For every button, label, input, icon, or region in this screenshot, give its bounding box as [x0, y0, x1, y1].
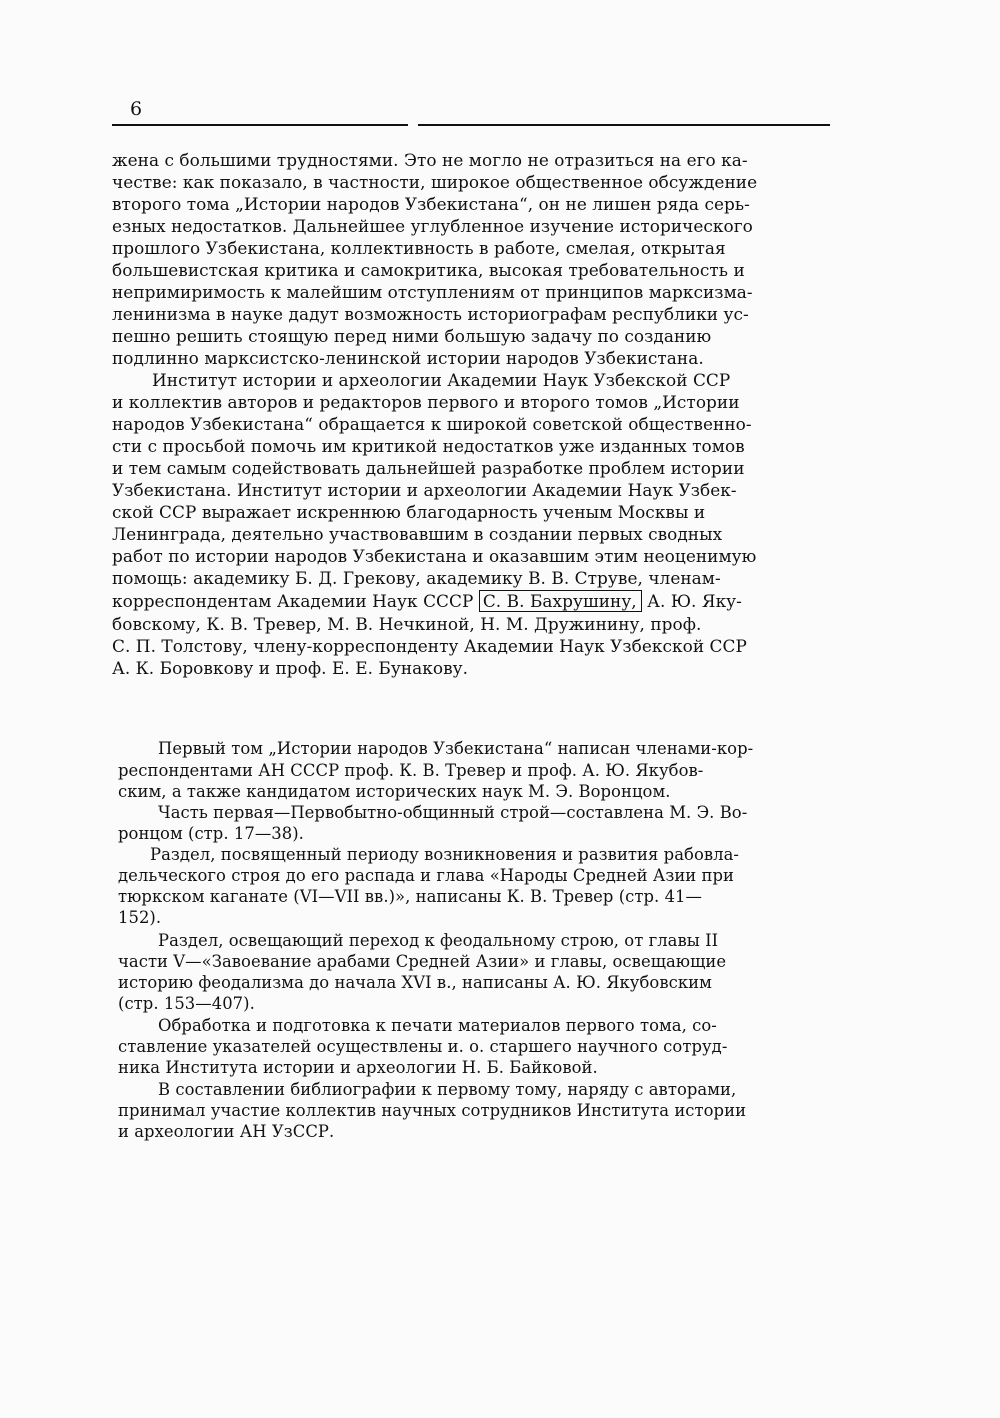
text-line: непримиримость к малейшим отступлениям от принципов марксизма-: [112, 282, 753, 302]
credit-line: Первый том „Истории народов Узбекистана“ написан членами-кор-: [158, 739, 754, 758]
credit-line: историю феодализма до начала XVI в., написаны А. Ю. Якубовским: [118, 973, 712, 992]
credit-line: (стр. 153—407).: [118, 994, 255, 1013]
text-line: сти с просьбой помочь им критикой недостатков уже изданных томов: [112, 436, 745, 456]
credit-line: Обработка и подготовка к печати материалов первого тома, со-: [158, 1016, 717, 1035]
text-line: пешно решить стоящую перед ними большую задачу по созданию: [112, 326, 712, 346]
page-number: 6: [130, 98, 143, 120]
text-line: честве: как показало, в частности, широкое общественное обсуждение: [112, 172, 758, 192]
text-line: большевистская критика и самокритика, высокая требовательность и: [112, 260, 745, 280]
text-line: С. П. Толстову, члену-корреспонденту Академии Наук Узбекской ССР: [112, 636, 747, 656]
credit-line: и археологии АН УзССР.: [118, 1122, 335, 1141]
credit-line: Раздел, посвященный периоду возникновения и развития рабовла-: [150, 845, 740, 864]
text-line: работ по истории народов Узбекистана и оказавшим этим неоценимую: [112, 546, 757, 566]
text-line: второго тома „Истории народов Узбекистана“, он не лишен ряда серь-: [112, 194, 750, 214]
text-line: подлинно марксистско-ленинской истории народов Узбекистана.: [112, 348, 704, 368]
text-line: и коллектив авторов и редакторов первого и второго томов „Истории: [112, 392, 740, 412]
text-line-boxed: [112, 591, 742, 612]
text-line: прошлого Узбекистана, коллективность в работе, смелая, открытая: [112, 238, 726, 258]
credit-line: ронцом (стр. 17—38).: [118, 824, 304, 843]
credit-line: ским, а также кандидатом исторических наук М. Э. Воронцом.: [118, 782, 671, 801]
text-line: Ленинграда, деятельно участвовавшим в создании первых сводных: [112, 524, 723, 544]
text-line: ленинизма в науке дадут возможность историографам республики ус-: [112, 304, 749, 324]
text-line: Узбекистана. Институт истории и археологии Академии Наук Узбек-: [112, 480, 737, 500]
credit-line: принимал участие коллектив научных сотрудников Института истории: [118, 1101, 747, 1120]
text-line: А. К. Боровкову и проф. Е. Е. Бунакову.: [112, 658, 469, 678]
text-line: езных недостатков. Дальнейшее углубленное изучение исторического: [112, 216, 753, 236]
credit-line: В составлении библиографии к первому тому, наряду с авторами,: [158, 1080, 737, 1099]
page-header: [112, 98, 830, 128]
boxed-name: С. В. Бахрушину,: [479, 590, 642, 612]
text-span: корреспондентам Академии Наук СССР: [112, 591, 474, 611]
text-span: А. Ю. Яку-: [647, 591, 742, 611]
header-rule-right: [418, 124, 830, 126]
credit-line: Часть первая—Первобытно-общинный строй—составлена М. Э. Во-: [158, 803, 748, 822]
credit-line: части V—«Завоевание арабами Средней Азии» и главы, освещающие: [118, 952, 727, 971]
text-line: бовскому, К. В. Тревер, М. В. Нечкиной, Н. М. Дружинину, проф.: [112, 614, 702, 634]
credit-line: ника Института истории и археологии Н. Б. Байковой.: [118, 1058, 598, 1077]
text-line: ской ССР выражает искреннюю благодарность ученым Москвы и: [112, 502, 706, 522]
text-line: жена с большими трудностями. Это не могло не отразиться на его ка-: [112, 150, 748, 170]
credit-line: Раздел, освещающий переход к феодальному строю, от главы II: [158, 931, 719, 950]
text-line: помощь: академику Б. Д. Грекову, академику В. В. Струве, членам-: [112, 568, 721, 588]
credit-line: 152).: [118, 908, 162, 927]
header-rule-left: [112, 124, 408, 126]
credit-line: тюркском каганате (VI—VII вв.)», написаны К. В. Тревер (стр. 41—: [118, 887, 702, 906]
text-line: Институт истории и археологии Академии Наук Узбекской ССР: [152, 370, 731, 390]
text-line: народов Узбекистана“ обращается к широкой советской общественно-: [112, 414, 752, 434]
text-line: и тем самым содействовать дальнейшей разработке проблем истории: [112, 458, 745, 478]
credit-line: ставление указателей осуществлены и. о. старшего научного сотруд-: [118, 1037, 728, 1056]
credit-line: респондентами АН СССР проф. К. В. Тревер и проф. А. Ю. Якубов-: [118, 761, 704, 780]
credit-line: дельческого строя до его распада и глава «Народы Средней Азии при: [118, 866, 735, 885]
